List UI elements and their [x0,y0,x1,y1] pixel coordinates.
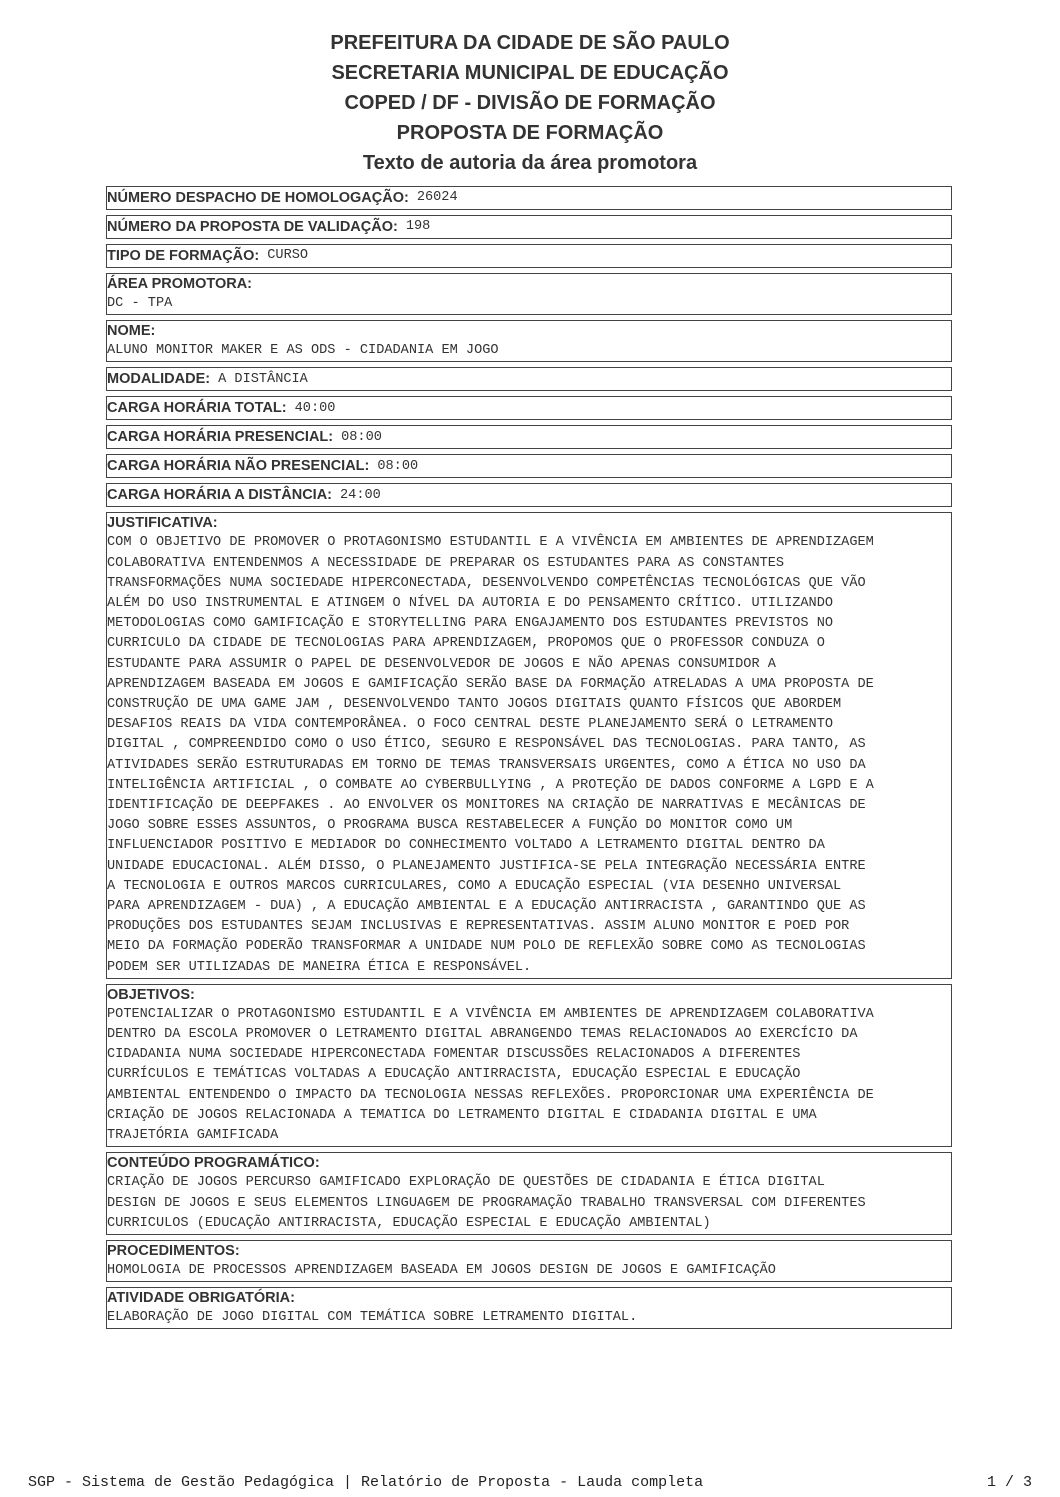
field-label: TIPO DE FORMAÇÃO: [107,248,260,264]
field-nome [106,320,952,362]
field-label: CARGA HORÁRIA A DISTÂNCIA: [107,487,333,504]
field-value: 08:00 [377,458,419,474]
field-value: DC - TPA [107,296,173,311]
field-carga-presencial [106,425,952,449]
field-label: CARGA HORÁRIA NÃO PRESENCIAL: [107,458,370,475]
header-divisao: COPED / DF - DIVISÃO DE FORMAÇÃO [344,92,716,114]
field-label: NOME: [107,323,156,340]
field-value: 26024 [416,190,458,206]
field-value: A DISTÂNCIA [218,371,308,387]
field-carga-total [106,396,952,420]
field-value: POTENCIALIZAR O PROTAGONISMO ESTUDANTIL E A VIVÊNCIA EM AMBIENTES DE APRENDIZAGEM COLABORATIVA DENTRO DA ESCOLA PROMOVER O LETRAMENTO DIGITAL ABRANGENDO TEMAS RELACIONADOS AO EXERCÍCIO DA CIDADANIA NUMA SOCIEDADE HIPERCONECTADA FOMENTAR DISCUSSÕES RELACIONADOS A DIFERENTES CURRÍCULOS E TEMÁTICAS VOLTADAS A EDUCAÇÃO ANTIRRACISTA, EDUCAÇÃO ESPECIAL E EDUCAÇÃO AMBIENTAL ENTENDENDO O IMPACTO DA TECNOLOGIA NESSAS REFLEXÕES. PROPORCIONAR UMA EXPERIÊNCIA DE CRIAÇÃO DE JOGOS RELACIONADA A TEMATICA DO LETRAMENTO DIGITAL E CIDADANIA DIGITAL E UMA TRAJETÓRIA GAMIFICADA [107,1006,874,1144]
field-tipo [106,244,952,268]
field-label: NÚMERO DA PROPOSTA DE VALIDAÇÃO: [107,219,398,235]
header-subtitle: Texto de autoria da área promotora [362,152,698,174]
field-value: HOMOLOGIA DE PROCESSOS APRENDIZAGEM BASEADA EM JOGOS DESIGN DE JOGOS E GAMIFICAÇÃO [107,1262,776,1278]
header-secretaria: SECRETARIA MUNICIPAL DE EDUCAÇÃO [331,62,729,84]
field-label: ATIVIDADE OBRIGATÓRIA: [107,1290,295,1307]
field-carga-distancia [106,483,952,507]
field-value: 40:00 [294,400,336,416]
document-header [0,28,1060,178]
field-objetivos [106,984,952,1147]
field-atividade-obrigatoria [106,1287,952,1329]
field-modalidade [106,367,952,391]
header-proposta: PROPOSTA DE FORMAÇÃO [396,122,664,144]
field-value: ELABORAÇÃO DE JOGO DIGITAL COM TEMÁTICA SOBRE LETRAMENTO DIGITAL. [107,1310,638,1326]
page-number: 1 / 3 [986,1474,1032,1491]
field-value: CRIAÇÃO DE JOGOS PERCURSO GAMIFICADO EXPLORAÇÃO DE QUESTÕES DE CIDADANIA E ÉTICA DIGITAL DESIGN DE JOGOS E SEUS ELEMENTOS LINGUAGEM DE PROGRAMAÇÃO TRABALHO TRANSVERSAL COM DIFERENTES CURRICULOS (EDUCAÇÃO ANTIRRACISTA, EDUCAÇÃO ESPECIAL E EDUCAÇÃO AMBIENTAL) [107,1175,866,1231]
field-label: MODALIDADE: [107,371,211,388]
field-label: CONTEÚDO PROGRAMÁTICO: [107,1155,320,1172]
field-value: CURSO [267,248,309,264]
field-value: 24:00 [340,487,381,503]
field-label: JUSTIFICATIVA: [107,515,218,532]
proposal-table [106,186,952,1334]
field-carga-nao-presencial [106,454,952,478]
field-procedimentos [106,1240,952,1282]
field-value: 08:00 [341,429,382,445]
field-label: CARGA HORÁRIA PRESENCIAL: [107,429,334,446]
field-area-promotora [106,273,952,315]
footer-system-name: SGP - Sistema de Gestão Pedagógica | Relatório de Proposta - Lauda completa [28,1474,704,1491]
field-proposta [106,215,952,239]
field-value: ALUNO MONITOR MAKER E AS ODS - CIDADANIA EM JOGO [107,343,499,359]
field-value: 198 [405,219,431,235]
field-conteudo-programatico [106,1152,952,1235]
field-value: COM O OBJETIVO DE PROMOVER O PROTAGONISMO ESTUDANTIL E A VIVÊNCIA EM AMBIENTES DE APRENDIZAGEM COLABORATIVA ENTENDENMOS A NECESSIDADE DE PREPARAR OS ESTUDANTES PARA AS CONSTANTES TRANSFORMAÇÕES NUMA SOCIEDADE HIPERCONECTADA, DESENVOLVENDO COMPETÊNCIAS TECNOLÓGICAS QUE VÃO ALÉM DO USO INSTRUMENTAL E ATINGEM O NÍVEL DA AUTORIA E DO PENSAMENTO CRÍTICO. UTILIZANDO METODOLOGIAS COMO GAMIFICAÇÃO E STORYTELLING PARA ENGAJAMENTO DOS ESTUDANTES PREVISTOS NO CURRICULO DA CIDADE DE TECNOLOGIAS PARA APRENDIZAGEM, PROPOMOS QUE O PROFESSOR CONDUZA O ESTUDANTE PARA ASSUMIR O PAPEL DE DESENVOLVEDOR DE JOGOS E NÃO APENAS CONSUMIDOR A APRENDIZAGEM BASEADA EM JOGOS E GAMIFICAÇÃO SERÃO BASE DA FORMAÇÃO ATRELADAS A UMA PROPOSTA DE CONSTRUÇÃO DE UMA GAME JAM , DESENVOLVENDO TANTO JOGOS DIGITAIS QUANTO FÍSICOS QUE ABORDEM DESAFIOS REAIS DA VIDA CONTEMPORÂNEA. O FOCO CENTRAL DESTE PLANEJAMENTO SERÁ O LETRAMENTO DIGITAL , COMPREENDIDO COMO O USO ÉTICO, SEGURO E RESPONSÁVEL DAS TECNOLOGIAS. PARA TANTO, AS ATIVIDADES SERÃO ESTRUTURADAS EM TORNO DE TEMAS TRANSVERSAIS URGENTES, COMO A ÉTICA NO USO DA INTELIGÊNCIA ARTIFICIAL , O COMBATE AO CYBERBULLYING , A PROTEÇÃO DE DADOS CONFORME A LGPD E A IDENTIFICAÇÃO DE DEEPFAKES . AO ENVOLVER OS MONITORES NA CRIAÇÃO DE NARRATIVAS E MECÂNICAS DE JOGO SOBRE ESSES ASSUNTOS, O PROGRAMA BUSCA RESTABELECER A FUNÇÃO DO MONITOR COMO UM INFLUENCIADOR POSITIVO E MEDIADOR DO CONHECIMENTO VOLTADO A LETRAMENTO DIGITAL DENTRO DA UNIDADE EDUCACIONAL. ALÉM DISSO, O PLANEJAMENTO JUSTIFICA-SE PELA INTEGRAÇÃO NECESSÁRIA ENTRE A TECNOLOGIA E OUTROS MARCOS CURRICULARES, COMO A EDUCAÇÃO ESPECIAL (VIA DESENHO UNIVERSAL PARA APRENDIZAGEM - DUA) , A EDUCAÇÃO AMBIENTAL E A EDUCAÇÃO ANTIRRACISTA , GARANTINDO QUE AS PRODUÇÕES DOS ESTUDANTES SEJAM INCLUSIVAS E REPRESENTATIVAS. ASSIM ALUNO MONITOR E POED POR MEIO DA FORMAÇÃO PODERÃO TRANSFORMAR A UNIDADE NUM POLO DE REFLEXÃO SOBRE COMO AS TECNOLOGIAS PODEM SER UTILIZADAS DE MANEIRA ÉTICA E RESPONSÁVEL. [107,535,874,975]
page-footer [0,1472,1060,1496]
header-prefeitura: PREFEITURA DA CIDADE DE SÃO PAULO [330,32,730,54]
field-label: ÁREA PROMOTORA: [107,276,252,292]
field-label: PROCEDIMENTOS: [107,1242,240,1259]
field-label: CARGA HORÁRIA TOTAL: [107,400,287,417]
field-label: NÚMERO DESPACHO DE HOMOLOGAÇÃO: [107,190,409,206]
field-label: OBJETIVOS: [107,986,195,1003]
field-despacho [106,186,952,210]
field-justificativa [106,512,952,978]
